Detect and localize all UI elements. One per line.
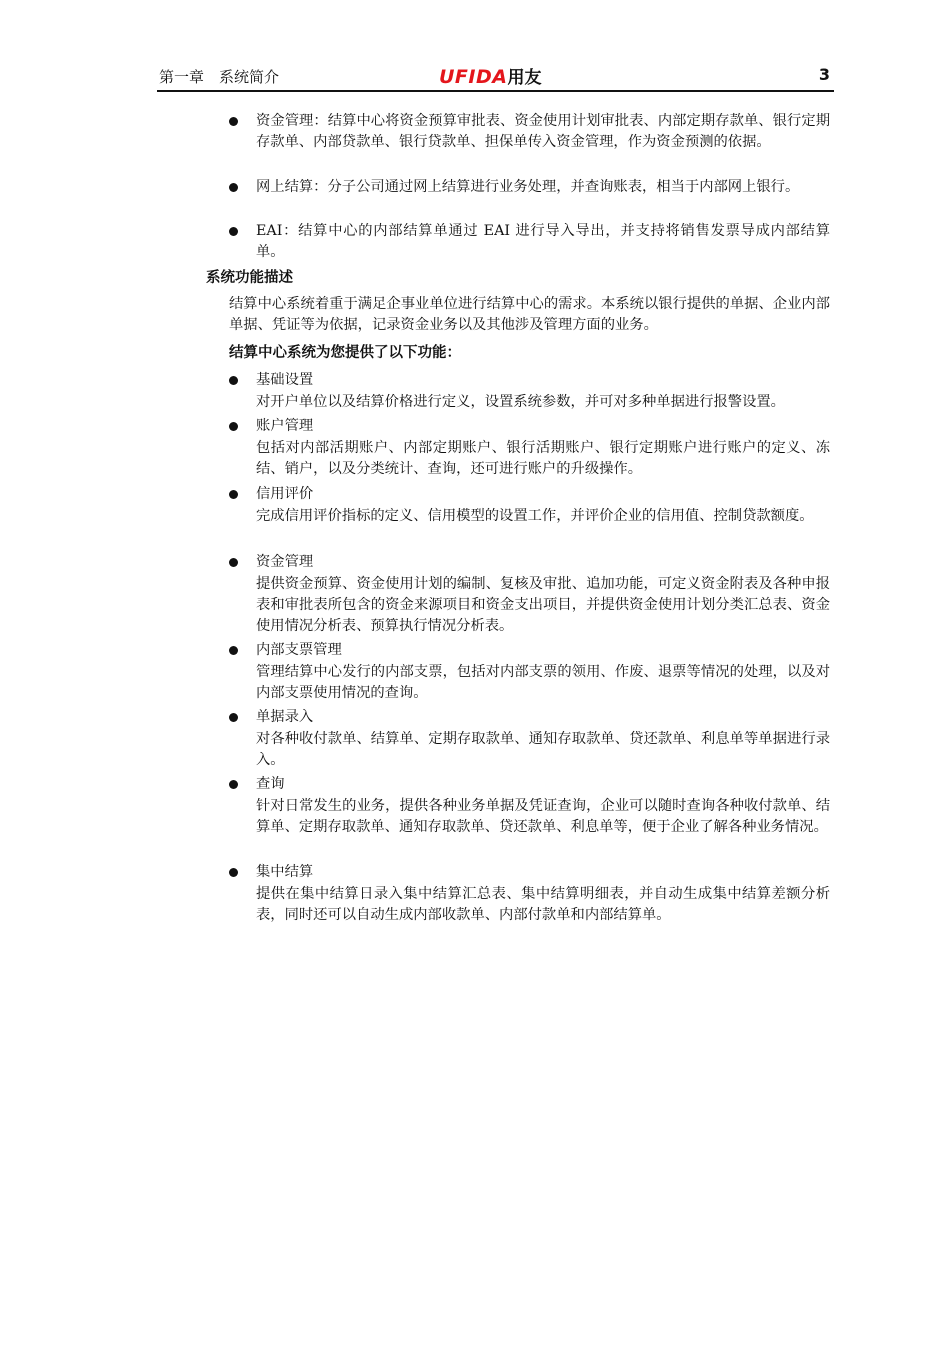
function-desc: 管理结算中心发行的内部支票，包括对内部支票的领用、作废、退票等情况的处理，以及对内部支票使用情况的查询。	[256, 664, 830, 701]
page-number: 3	[818, 65, 830, 84]
function-title: 资金管理	[256, 554, 314, 570]
bullet-icon	[229, 868, 238, 877]
function-title: 信用评价	[256, 486, 314, 502]
list-item-text: EAI：结算中心的内部结算单通过 EAI 进行导入导出，并支持将销售发票导成内部结算单。	[256, 223, 830, 260]
bullet-icon	[229, 490, 238, 499]
ufida-logo	[439, 63, 541, 88]
function-title: 内部支票管理	[256, 642, 342, 658]
logo-brand: UFIDA	[439, 66, 508, 88]
function-title: 集中结算	[256, 864, 314, 880]
function-desc: 包括对内部活期账户、内部定期账户、银行活期账户、银行定期账户进行账户的定义、冻结、销户，以及分类统计、查询，还可进行账户的升级操作。	[256, 440, 830, 477]
function-desc: 对开户单位以及结算价格进行定义，设置系统参数，并可对多种单据进行报警设置。	[256, 394, 785, 410]
logo-chinese: 用友	[507, 68, 542, 88]
list-item-text: 网上结算：分子公司通过网上结算进行业务处理，并查询账表，相当于内部网上银行。	[256, 179, 800, 195]
bullet-icon	[229, 183, 238, 192]
function-desc: 对各种收付款单、结算单、定期存取款单、通知存取款单、贷还款单、利息单等单据进行录入。	[256, 731, 830, 768]
chapter-title: 第一章 系统简介	[159, 68, 280, 86]
bullet-icon	[229, 780, 238, 789]
function-title: 基础设置	[256, 372, 314, 388]
bullet-icon	[229, 646, 238, 655]
function-title: 查询	[256, 776, 285, 792]
bullet-icon	[229, 376, 238, 385]
function-desc: 提供资金预算、资金使用计划的编制、复核及审批、追加功能，可定义资金附表及各种申报表和审批表所包含的资金来源项目和资金支出项目，并提供资金使用计划分类汇总表、资金使用情况分析表、预算执行情况分析表。	[256, 576, 830, 634]
bullet-icon	[229, 227, 238, 236]
bullet-icon	[229, 558, 238, 567]
function-desc: 完成信用评价指标的定义、信用模型的设置工作，并评价企业的信用值、控制贷款额度。	[256, 508, 814, 524]
function-desc: 提供在集中结算日录入集中结算汇总表、集中结算明细表，并自动生成集中结算差额分析表，同时还可以自动生成内部收款单、内部付款单和内部结算单。	[256, 886, 830, 923]
section-lead: 结算中心系统为您提供了以下功能：	[229, 345, 461, 361]
function-desc: 针对日常发生的业务，提供各种业务单据及凭证查询，企业可以随时查询各种收付款单、结算单、定期存取款单、通知存取款单、贷还款单、利息单等，便于企业了解各种业务情况。	[256, 798, 830, 835]
bullet-icon	[229, 422, 238, 431]
bullet-icon	[229, 117, 238, 126]
function-title: 单据录入	[256, 709, 314, 725]
list-item-text: 资金管理：结算中心将资金预算审批表、资金使用计划审批表、内部定期存款单、银行定期存款单、内部贷款单、银行贷款单、担保单传入资金管理，作为资金预测的依据。	[256, 113, 830, 150]
page-header	[157, 62, 834, 92]
section-intro: 结算中心系统着重于满足企事业单位进行结算中心的需求。本系统以银行提供的单据、企业内部单据、凭证等为依据，记录资金业务以及其他涉及管理方面的业务。	[229, 296, 830, 333]
function-title: 账户管理	[256, 418, 314, 434]
section-title: 系统功能描述	[206, 270, 293, 286]
bullet-icon	[229, 713, 238, 722]
